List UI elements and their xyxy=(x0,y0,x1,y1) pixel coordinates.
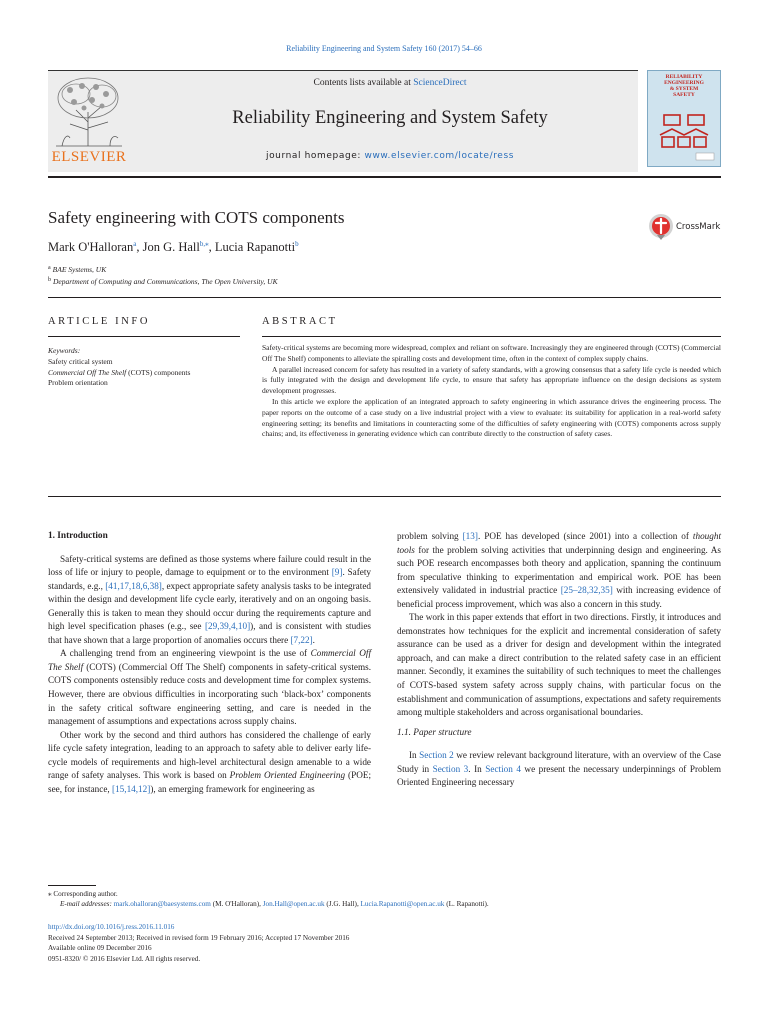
keyword-rest: (COTS) components xyxy=(126,367,191,377)
author-affil-marker[interactable]: a xyxy=(133,240,137,248)
email-link[interactable]: Jon.Hall@open.ac.uk xyxy=(262,900,325,908)
body-text: A challenging trend from an engineering viewpoint is the use of xyxy=(60,648,311,659)
cover-title-line-3: & SYSTEM xyxy=(669,86,699,92)
abstract-paragraph: A parallel increased concern for safety has resulted in a variety of safety standards, with a growing consensus that a safety life cycle is needed which is fully integrated with the design and development life cycle, to ensure that safety has appropriate influence on the design decisions as system development progresses. xyxy=(262,364,721,396)
keyword xyxy=(48,368,190,379)
journal-homepage xyxy=(200,151,580,161)
cover-title-line-2: ENGINEERING xyxy=(664,80,704,86)
body-paragraph xyxy=(48,729,371,797)
body-text: with increasing evidence of beneficial process improvement, which was also a concern in this study. xyxy=(397,585,721,609)
footnote-divider xyxy=(48,885,96,886)
body-paragraph xyxy=(397,749,721,790)
author-name[interactable]: Jon G. Hall xyxy=(142,240,200,254)
affiliation-a xyxy=(48,265,106,274)
available-online: Available online 09 December 2016 xyxy=(48,944,152,953)
elsevier-wordmark[interactable]: ELSEVIER xyxy=(51,149,127,165)
email-owner: (L. Rapanotti). xyxy=(444,900,489,908)
body-italic: Commercial Off The Shelf xyxy=(48,648,371,672)
abstract-heading: ABSTRACT xyxy=(262,316,338,327)
abstract-body xyxy=(262,343,721,440)
publication-info xyxy=(48,922,349,964)
crossmark-label[interactable]: CrossMark xyxy=(676,222,721,232)
citation-link[interactable]: [15,14,12] xyxy=(112,783,151,794)
section-link[interactable]: Section 3 xyxy=(432,763,469,774)
section-link[interactable]: Section 2 xyxy=(419,750,454,761)
section-heading: 1. Introduction xyxy=(48,531,108,541)
body-left-column xyxy=(48,530,371,796)
abstract-paragraph: Safety-critical systems are becoming more widespread, complex and reliant on software. Increasingly they are engineered through (COTS) (Commercial Off The Shelf) components to alleviate the spiralling costs and development time, often in the context of complex supply chains. xyxy=(262,343,721,363)
body-text: . In xyxy=(468,763,486,774)
body-text: problem solving xyxy=(397,531,463,541)
email-label: E-mail addresses: xyxy=(60,900,114,908)
body-text: Safety-critical systems are defined as those systems where failure could result in the loss of life or injury to people, damage to equipment or to the environment xyxy=(48,553,371,578)
affiliation-marker: a xyxy=(48,265,51,271)
section-link[interactable]: Section 4 xyxy=(485,763,521,774)
affiliation-marker: b xyxy=(48,277,51,283)
body-text: . xyxy=(312,634,315,645)
crossmark-icon[interactable] xyxy=(648,213,674,246)
email-link[interactable]: mark.ohalloran@baesystems.com xyxy=(113,900,211,908)
body-text: . Safety standards, e.g., xyxy=(48,567,371,591)
footnote-marker: ⁎ xyxy=(48,890,52,898)
citation-link[interactable]: [25–28,32,35] xyxy=(560,585,613,596)
info-divider xyxy=(48,336,240,337)
citation-link[interactable]: [13] xyxy=(462,531,478,541)
sciencedirect-link[interactable]: ScienceDirect xyxy=(413,78,467,88)
author-affil-marker[interactable]: b,⁎ xyxy=(199,240,209,248)
body-text: In xyxy=(409,750,420,761)
keyword: Safety critical system xyxy=(48,356,113,366)
body-text: Other work by the second and third authors has considered the challenge of early life cycle safety integration, leading to an approach to safety able to deliver early life-cycle models of requirements and high-level architectural design amenable to a wide range of safety analyses. This work is based on xyxy=(48,729,371,781)
author-name[interactable]: Lucia Rapanotti xyxy=(214,240,296,254)
body-paragraph xyxy=(48,553,371,648)
body-text: for the problem solving activities that underpinning design and engineering. As such POE research encompasses both theory and application, spanning the continuum from speculative thinking to experimentation and empirical work. POE has been extensively validated in industrial practice xyxy=(397,544,721,596)
author-affil-marker[interactable]: b xyxy=(295,240,299,248)
author-list: Mark O'Halloran$^a$, Jon G. Hall$^{b,⁎}$, Lucia Rapanotti$^b$ xyxy=(48,240,299,254)
body-paragraph xyxy=(48,647,371,728)
copyright: 0951-8320/ © 2016 Elsevier Ltd. All rights reserved. xyxy=(48,954,201,963)
email-owner: (J.G. Hall), xyxy=(324,900,361,908)
citation-link[interactable]: [9] xyxy=(331,567,343,578)
citation-link[interactable]: [41,17,18,6,38] xyxy=(105,580,162,591)
received-dates: Received 24 September 2013; Received in revised form 19 February 2016; Accepted 17 November 2016 xyxy=(48,933,350,942)
author-name[interactable]: Mark O'Halloran xyxy=(48,240,134,254)
body-text: ), an emerging framework for engineering as xyxy=(150,783,315,794)
journal-title: Reliability Engineering and System Safety xyxy=(232,108,548,128)
keywords-block xyxy=(48,346,190,389)
body-italic: thought tools xyxy=(397,531,721,555)
body-text: , expect appropriate safety analysis tasks to be integrated within the design and development life cycle early, iteratively and on an ongoing basis. Generally this is taken to mean they should occur during the requirements capture and high level specification phases (e.g., see xyxy=(48,580,371,632)
body-text: (POE; see, for instance, xyxy=(48,770,372,794)
body-italic: Problem Oriented Engineering xyxy=(229,770,346,781)
info-top-divider xyxy=(48,297,721,298)
body-text: we review relevant background literature, with an overview of the Case Study in xyxy=(397,750,722,774)
keywords-label: Keywords: xyxy=(48,346,81,355)
footnote-text: Corresponding author. xyxy=(51,890,118,898)
email-owner: (M. O'Halloran), xyxy=(210,900,263,908)
body-paragraph xyxy=(397,530,721,611)
homepage-label: journal homepage: xyxy=(265,151,365,161)
homepage-link[interactable]: www.elsevier.com/locate/ress xyxy=(364,151,515,161)
journal-citation[interactable]: Reliability Engineering and System Safety 160 (2017) 54–66 xyxy=(286,44,482,53)
email-link[interactable]: Lucia.Rapanotti@open.ac.uk xyxy=(360,900,445,908)
affiliation-text: BAE Systems, UK xyxy=(52,265,107,274)
abstract-divider xyxy=(262,336,721,337)
body-paragraph: The work in this paper extends that effort in two directions. Firstly, it introduces and demonstrates how techniques for the explicit and incremental consideration of safety assurance can be used as a driver for design and development within the integrated approach, and can make a direct contribution to the related safety case in an efficient manner. Secondly, it examines the suitability of such techniques to meet the challenges of COTS-based system safety across supply chains, with particular focus on the establishment and communication of assumptions, expectations and safety requirements among multiple stakeholders and across organisational boundaries. xyxy=(397,612,721,718)
body-text: ), and is consistent with studies that have shown that a large proportion of anomalies occurs there xyxy=(48,621,371,645)
citation-link[interactable]: [7,22] xyxy=(290,634,313,645)
keyword: Problem orientation xyxy=(48,378,108,388)
subsection-heading: 1.1. Paper structure xyxy=(397,727,472,738)
body-text: . POE has developed (since 2001) into a collection of xyxy=(477,531,693,541)
article-info-heading: ARTICLE INFO xyxy=(48,316,151,327)
contents-prefix: Contents lists available at xyxy=(313,78,414,88)
affiliation-b xyxy=(48,277,278,286)
abstract-paragraph: In this article we explore the application of an integrated approach to safety engineering in which assurance drives the engineering process. The paper reports on the outcome of a case study on a live industrial project with a view to evaluate: its suitability for application in a real-world safety engineering setting; its benefits and limitations in counteracting some of the difficulties of safety engineering with (COTS) components across supply chains; and, its effectiveness in generating evidence which can contribute directly to the construction of safety cases. xyxy=(262,396,721,439)
keyword-italic: Commercial Off The Shelf xyxy=(48,367,127,377)
cover-title-line-1: RELIABILITY xyxy=(665,74,703,80)
affiliation-text: Department of Computing and Communications, The Open University, UK xyxy=(53,277,278,286)
body-text: we present the necessary underpinnings of Problem Oriented Engineering necessary xyxy=(397,763,722,788)
cover-title-line-4: SAFETY xyxy=(673,92,695,98)
abstract-bottom-divider xyxy=(48,496,721,497)
contents-line xyxy=(200,78,580,88)
article-title: Safety engineering with COTS components xyxy=(48,208,345,227)
header-divider xyxy=(48,176,721,178)
body-right-column xyxy=(397,530,721,790)
citation-link[interactable]: [29,39,4,10] xyxy=(204,621,251,632)
body-text: (COTS) (Commercial Off The Shelf) components in safety-critical systems. COTS components ostensibly reduce costs and development time for complex systems. However, there are obvious difficulties in incorporating such ‘black-box’ components in the safety critical software engineering setting, and care is needed in the management of assumptions and expectations across supply chains. xyxy=(48,661,371,727)
cover-title xyxy=(651,74,717,98)
corresponding-author-note xyxy=(48,889,118,898)
doi-link[interactable]: http://dx.doi.org/10.1016/j.ress.2016.11.016 xyxy=(48,923,175,931)
email-addresses xyxy=(60,900,489,908)
